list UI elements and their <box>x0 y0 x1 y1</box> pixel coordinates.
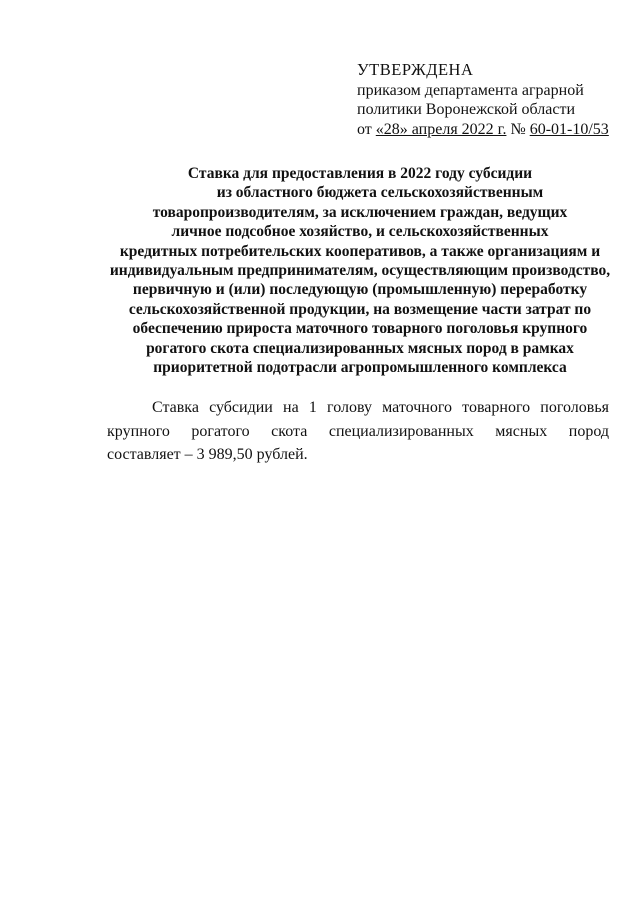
approval-order-reference <box>357 120 627 140</box>
approval-stamp <box>357 60 627 139</box>
document-title <box>100 164 620 377</box>
title-line: Ставка для предоставления в 2022 году субсидии <box>187 165 533 182</box>
title-line: приоритетной подотрасли агропромышленного комплекса <box>153 359 567 377</box>
title-line: из областного бюджета сельскохозяйственным <box>216 184 544 202</box>
title-line: первичную и (или) последующую (промышленную) переработку <box>132 281 588 299</box>
approval-line-2: политики Воронежской области <box>357 101 575 118</box>
title-line: товаропроизводителям, за исключением граждан, ведущих <box>152 203 568 221</box>
title-line: кредитных потребительских кооперативов, а также организациям и <box>119 242 601 260</box>
paragraph-line-2: крупного рогатого скота специализированных мясных пород <box>107 422 609 440</box>
subsidy-rate-paragraph <box>107 396 609 467</box>
approval-date-prefix: от <box>357 120 376 138</box>
approval-line-1: приказом департамента аграрной <box>357 81 584 99</box>
approval-number-prefix: № <box>506 120 530 138</box>
title-line: обеспечению прироста маточного товарного поголовья крупного <box>132 320 588 338</box>
title-line: рогатого скота специализированных мясных пород в рамках <box>146 339 574 357</box>
approval-number: 60-01-10/53 <box>529 120 609 138</box>
title-line: индивидуальным предпринимателям, осуществляющим производство, <box>109 262 611 280</box>
approval-heading: УТВЕРЖДЕНА <box>357 60 474 79</box>
paragraph-line-1: Ставка субсидии на 1 голову маточного товарного поголовья <box>152 399 609 416</box>
approval-date: «28» апреля 2022 г. <box>375 120 507 138</box>
title-line: сельскохозяйственной продукции, на возмещение части затрат по <box>128 300 592 318</box>
title-line: личное подсобное хозяйство, и сельскохозяйственных <box>171 223 549 241</box>
paragraph-line-3: составляет – 3 989,50 рублей. <box>107 446 308 463</box>
